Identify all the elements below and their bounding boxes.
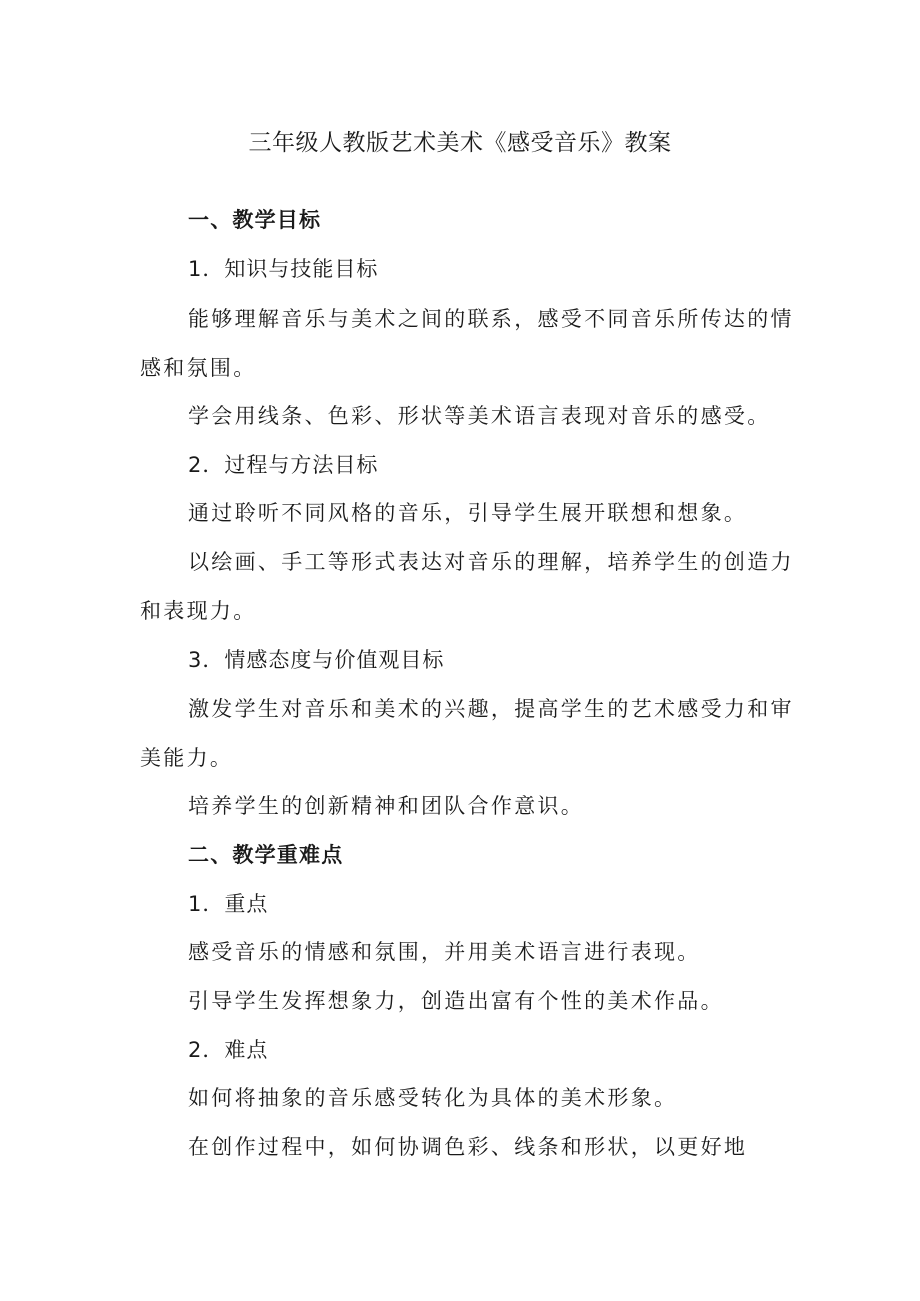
paragraph-line: 和表现力。 [140, 599, 257, 623]
paragraph-line: 美能力。 [140, 746, 234, 770]
paragraph-line: 学会用线条、色彩、形状等美术语言表现对音乐的感受。 [188, 404, 771, 428]
key-points-title: 1．重点 [188, 892, 269, 916]
paragraph-line: 激发学生对音乐和美术的兴趣，提高学生的艺术感受力和审 [188, 697, 794, 721]
paragraph-line: 培养学生的创新精神和团队合作意识。 [188, 794, 585, 818]
difficult-points-title: 2．难点 [188, 1038, 269, 1062]
paragraph-line: 如何将抽象的音乐感受转化为具体的美术形象。 [188, 1086, 678, 1110]
paragraph-line: 感和氛围。 [140, 356, 257, 380]
paragraph-line: 在创作过程中，如何协调色彩、线条和形状，以更好地 [188, 1135, 748, 1159]
paragraph-line: 以绘画、手工等形式表达对音乐的理解，培养学生的创造力 [188, 550, 794, 574]
goal-emotion-values-title: 3．情感态度与价值观目标 [188, 648, 445, 672]
paragraph-line: 能够理解音乐与美术之间的联系，感受不同音乐所传达的情 [188, 307, 794, 331]
goal-knowledge-skills-title: 1．知识与技能目标 [188, 257, 379, 281]
section-heading-key-difficult-points: 二、教学重难点 [188, 843, 344, 867]
paragraph-line: 通过聆听不同风格的音乐，引导学生展开联想和想象。 [188, 501, 748, 525]
section-heading-teaching-goals: 一、教学目标 [188, 208, 322, 232]
paragraph-line: 感受音乐的情感和氛围，并用美术语言进行表现。 [188, 940, 701, 964]
paragraph-line: 引导学生发挥想象力，创造出富有个性的美术作品。 [188, 989, 724, 1013]
goal-process-method-title: 2．过程与方法目标 [188, 453, 379, 477]
document-title: 三年级人教版艺术美术《感受音乐》教案 [248, 130, 672, 156]
